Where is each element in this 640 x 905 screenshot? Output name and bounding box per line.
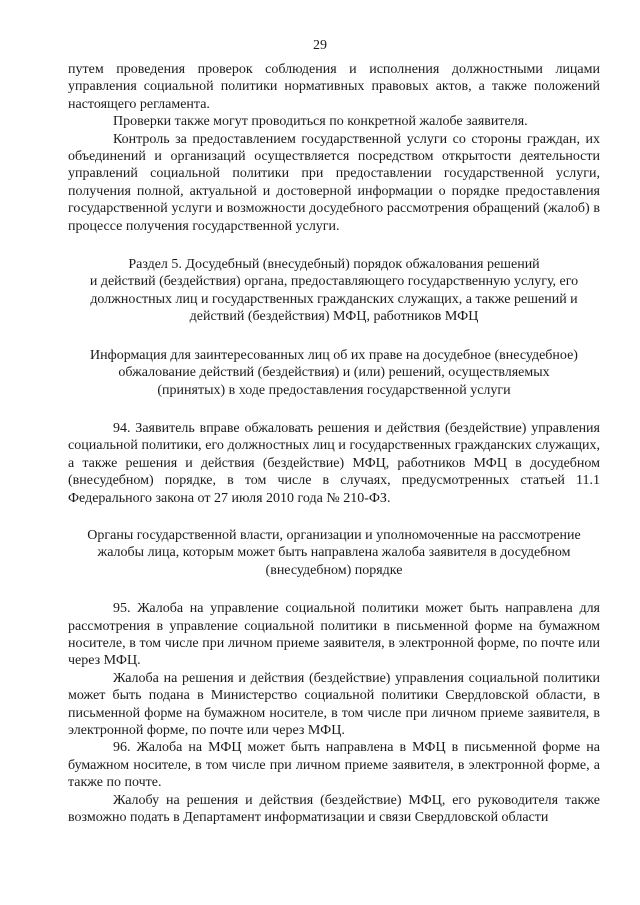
paragraph-public-control: Контроль за предоставлением государственной услуги со стороны граждан, их объединений и организаций осуществляется посредством открытости деятельности управлений социальной политики при предоставлении государственной услуги, получения полной, актуальной и достоверной информации о порядке предоставления государственной услуги и возможности досудебного рассмотрения обращений (жалоб) в процессе получения государственной услуги.: [68, 131, 600, 234]
section-5-heading-line: действий (бездействия) МФЦ, работников МФЦ: [189, 309, 479, 325]
spacer: [68, 579, 600, 600]
section-5-heading-line: должностных лиц и государственных гражданских служащих, а также решений и: [90, 291, 578, 307]
spacer: [68, 235, 600, 256]
paragraph-control-measures: путем проведения проверок соблюдения и исполнения должностными лицами управления социальной политики нормативных правовых актов, а также положений настоящего регламента.: [68, 62, 600, 112]
paragraph-95: 95. Жалоба на управление социальной политики может быть направлена для рассмотрения в управление социальной политики в письменной форме на бумажном носителе, в том числе при личном приеме заявителя, в электронной форме, по почте или через МФЦ.: [68, 601, 600, 669]
spacer: [68, 326, 600, 347]
spacer: [68, 399, 600, 420]
subsection-heading-line: обжалование действий (бездействия) и (или) решений, осуществляемых: [118, 365, 550, 381]
paragraph-inspections: Проверки также могут проводиться по конкретной жалобе заявителя.: [113, 114, 528, 130]
paragraph-96-department: Жалобу на решения и действия (бездействие) МФЦ, его руководителя также возможно подать в Департамент информатизации и связи Свердловской области: [68, 792, 600, 826]
paragraph-94: 94. Заявитель вправе обжаловать решения и действия (бездействие) управления социальной политики, его должностных лиц и государственных гражданских служащих, а также решения и действия (бездействие) МФЦ, работников МФЦ в досудебном (внесудебном) порядке, в том числе в случаях, предусмотренных статьей 11.1 Федерального закона от 27 июля 2010 года № 210-ФЗ.: [68, 420, 600, 506]
section-5-heading-line: и действий (бездействия) органа, предоставляющего государственную услугу, его: [89, 274, 579, 290]
section-5-heading: [68, 256, 600, 326]
subsection-heading-line: (принятых) в ходе предоставления государственной услуги: [157, 382, 511, 398]
paragraph-96: 96. Жалоба на МФЦ может быть направлена в МФЦ в письменной форме на бумажном носителе, в том числе при личном приеме заявителя, в электронной форме, а также по почте.: [68, 740, 600, 791]
page-content: [68, 61, 600, 826]
subsection-heading-right-to-appeal: [68, 347, 600, 399]
subsection-heading-line: Информация для заинтересованных лиц об их праве на досудебное (внесудебное): [90, 347, 578, 363]
spacer: [68, 507, 600, 527]
subsection-heading-line: (внесудебном) порядке: [265, 562, 403, 578]
subsection-heading-line: Органы государственной власти, организации и уполномоченные на рассмотрение: [87, 527, 581, 543]
subsection-heading-line: жалобы лица, которым может быть направлена жалоба заявителя в досудебном: [97, 545, 571, 561]
paragraph-95-ministry: Жалоба на решения и действия (бездействие) управления социальной политики может быть подана в Министерство социальной политики Свердловской области, в письменной форме на бумажном носителе, в том числе при личном приеме заявителя, в электронной форме, по почте или через МФЦ.: [68, 670, 600, 738]
section-5-heading-line: Раздел 5. Досудебный (внесудебный) порядок обжалования решений: [128, 257, 540, 273]
page-number: 29: [313, 38, 327, 53]
subsection-heading-complaint-bodies: [68, 527, 600, 579]
